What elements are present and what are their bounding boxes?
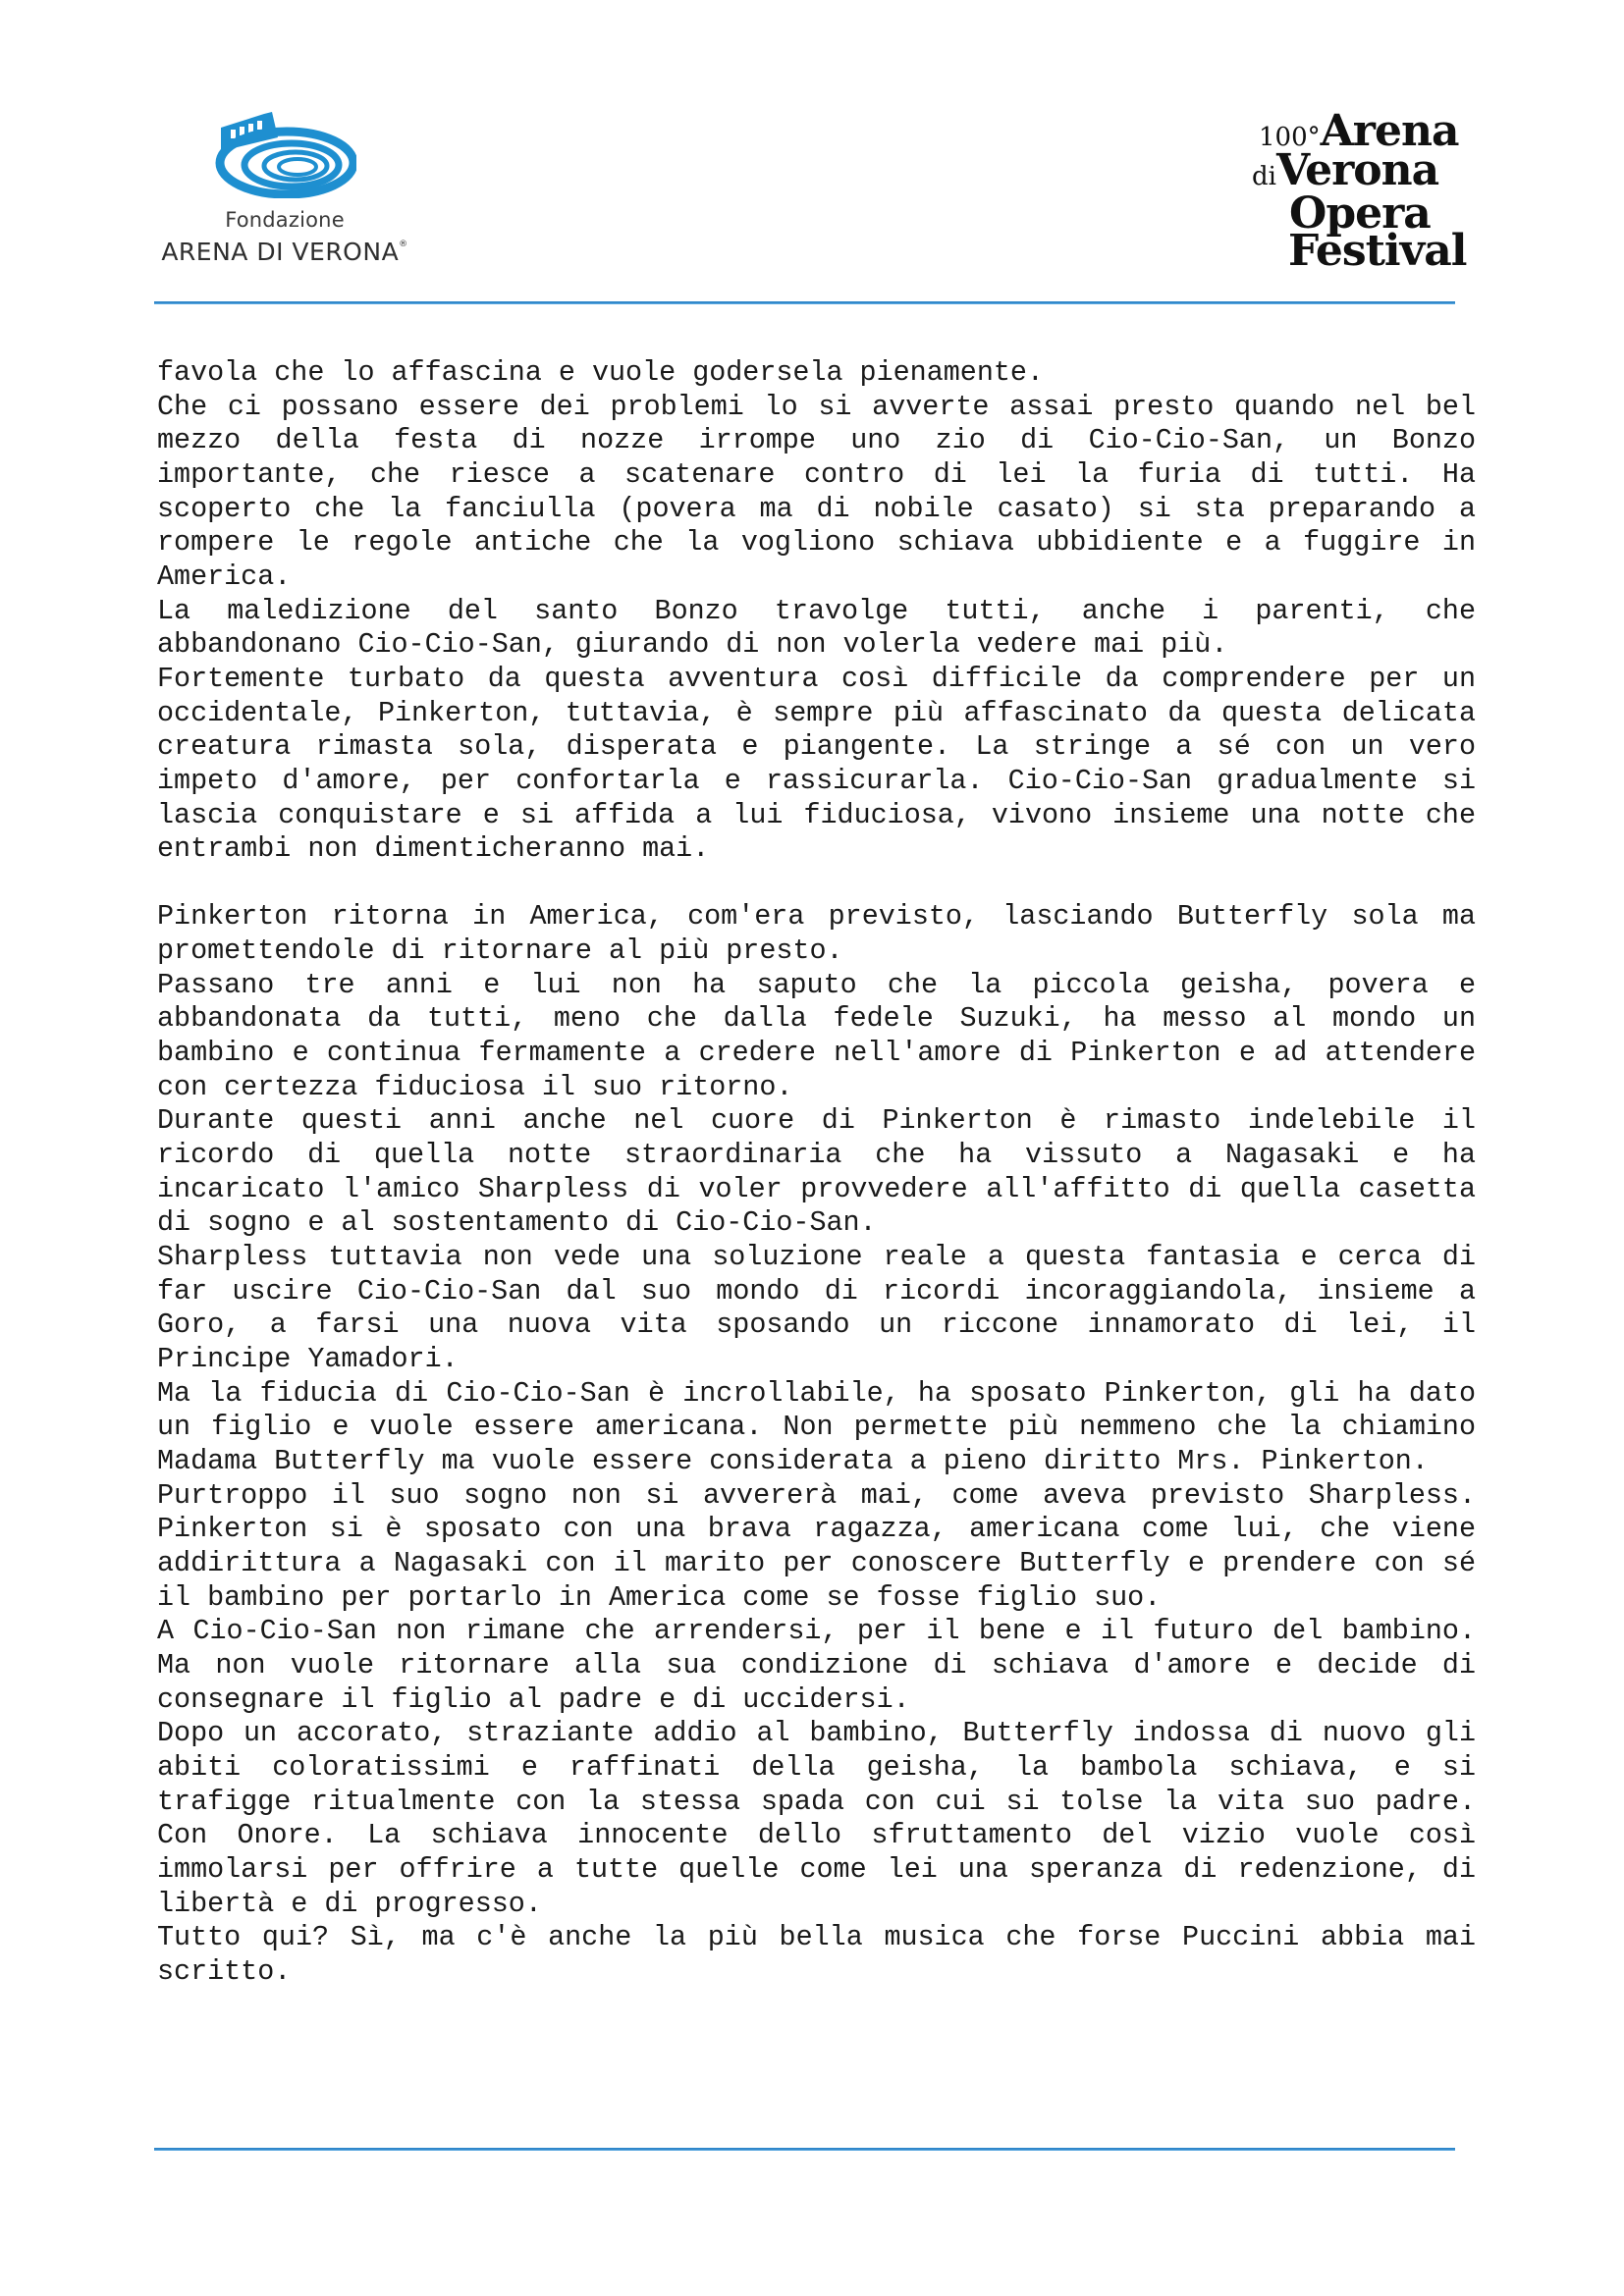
- logo-edition-number: 100°: [1259, 123, 1321, 152]
- logo-word-festival: Festival: [1288, 226, 1467, 276]
- paragraph: favola che lo affascina e vuole godersela pienamente.: [157, 356, 1044, 389]
- trademark-symbol: ®: [399, 240, 408, 249]
- paragraph: Che ci possano essere dei problemi lo si avverte assai presto quando nel bel mezzo della festa di nozze irrompe uno zio di Cio-Cio-San, un Bonzo importante, che riesce a scatenare contro di lei la furia di tutti. Ha scoperto che la fanciulla (povera ma di nobile casato) si sta preparando a rompere le regole antiche che la vogliono schiava ubbidiente e a fuggire in America.: [157, 390, 1476, 593]
- logo-line-4: [1288, 226, 1467, 276]
- fondazione-arena-logo: [152, 98, 417, 275]
- paragraph: Pinkerton ritorna in America, com'era previsto, lasciando Butterfly sola ma promettendole di ritornare al più presto.: [157, 900, 1476, 968]
- footer-divider: [154, 2148, 1455, 2151]
- paragraph: Dopo un accorato, straziante addio al bambino, Butterfly indossa di nuovo gli abiti coloratissimi e raffinati della geisha, la bambola schiava, e si trafigge ritualmente con la stessa spada con cui si tolse la vita suo padre. Con Onore. La schiava innocente dello sfruttamento del vizio vuole così immolarsi per offrire a tutte quelle come lei una speranza di redenzione, di libertà e di progresso.: [157, 1717, 1476, 1920]
- opera-festival-logo: [1252, 106, 1473, 276]
- paragraph: La maledizione del santo Bonzo travolge tutti, anche i parenti, che abbandonano Cio-Cio-San, giurando di non volerla vedere mai più.: [157, 594, 1476, 662]
- logo-line-2: [1252, 145, 1439, 195]
- header-divider: [154, 301, 1455, 304]
- paragraph: Durante questi anni anche nel cuore di Pinkerton è rimasto indelebile il ricordo di quella notte straordinaria che ha vissuto a Nagasaki e ha incaricato l'amico Sharpless di voler provvedere all'affitto di quella casetta di sogno e al sostentamento di Cio-Cio-San.: [157, 1104, 1476, 1240]
- logo-word-verona: Verona: [1275, 145, 1439, 195]
- paragraph: Tutto qui? Sì, ma c'è anche la più bella musica che forse Puccini abbia mai scritto.: [157, 1921, 1476, 1988]
- logo-fondazione-text: Fondazione: [225, 208, 345, 232]
- paragraph: Passano tre anni e lui non ha saputo che la piccola geisha, povera e abbandonata da tutti, meno che dalla fedele Suzuki, ha messo al mondo un bambino e continua fermamente a credere nell'amore di Pinkerton e ad attendere con certezza fiduciosa il suo ritorno.: [157, 968, 1476, 1103]
- logo-word-di: di: [1252, 162, 1276, 191]
- paragraph-spacer: [157, 867, 1476, 901]
- logo-word-opera: Opera: [1289, 188, 1431, 239]
- logo-arena-name: ARENA DI VERONA: [161, 238, 400, 266]
- paragraph: Ma la fiducia di Cio-Cio-San è incrollabile, ha sposato Pinkerton, gli ha dato un figlio e vuole essere americana. Non permette più nemmeno che la chiamino Madama Butterfly ma vuole essere considerata a pieno diritto Mrs. Pinkerton.: [157, 1376, 1476, 1477]
- paragraph: Sharpless tuttavia non vede una soluzione reale a questa fantasia e cerca di far uscire Cio-Cio-San dal suo mondo di ricordi incoraggiandola, insieme a Goro, a farsi una nuova vita sposando un riccone innamorato di lei, il Principe Yamadori.: [157, 1241, 1476, 1376]
- logo-word-arena: Arena: [1320, 106, 1459, 156]
- synopsis-text: [157, 356, 1476, 1989]
- paragraph: Purtroppo il suo sogno non si avvererà mai, come aveva previsto Sharpless. Pinkerton si è sposato con una brava ragazza, americana come lui, che viene addirittura a Nagasaki con il marito per conoscere Butterfly e prendere con sé il bambino per portarlo in America come se fosse figlio suo.: [157, 1478, 1476, 1614]
- logo-arena-di-verona-text: [152, 238, 417, 266]
- paragraph: A Cio-Cio-San non rimane che arrendersi, per il bene e il futuro del bambino. Ma non vuole ritornare alla sua condizione di schiava d'amore e decide di consegnare il figlio al padre e di uccidersi.: [157, 1615, 1476, 1716]
- arena-amphitheatre-icon: [213, 108, 356, 198]
- paragraph: Fortemente turbato da questa avventura così difficile da comprendere per un occidentale, Pinkerton, tuttavia, è sempre più affascinato da questa delicata creatura rimasta sola, disperata e piangente. La stringe a sé con un vero impeto d'amore, per confortarla e rassicurarla. Cio-Cio-San gradualmente si lascia conquistare e si affida a lui fiduciosa, vivono insieme una notte che entrambi non dimenticheranno mai.: [157, 662, 1476, 866]
